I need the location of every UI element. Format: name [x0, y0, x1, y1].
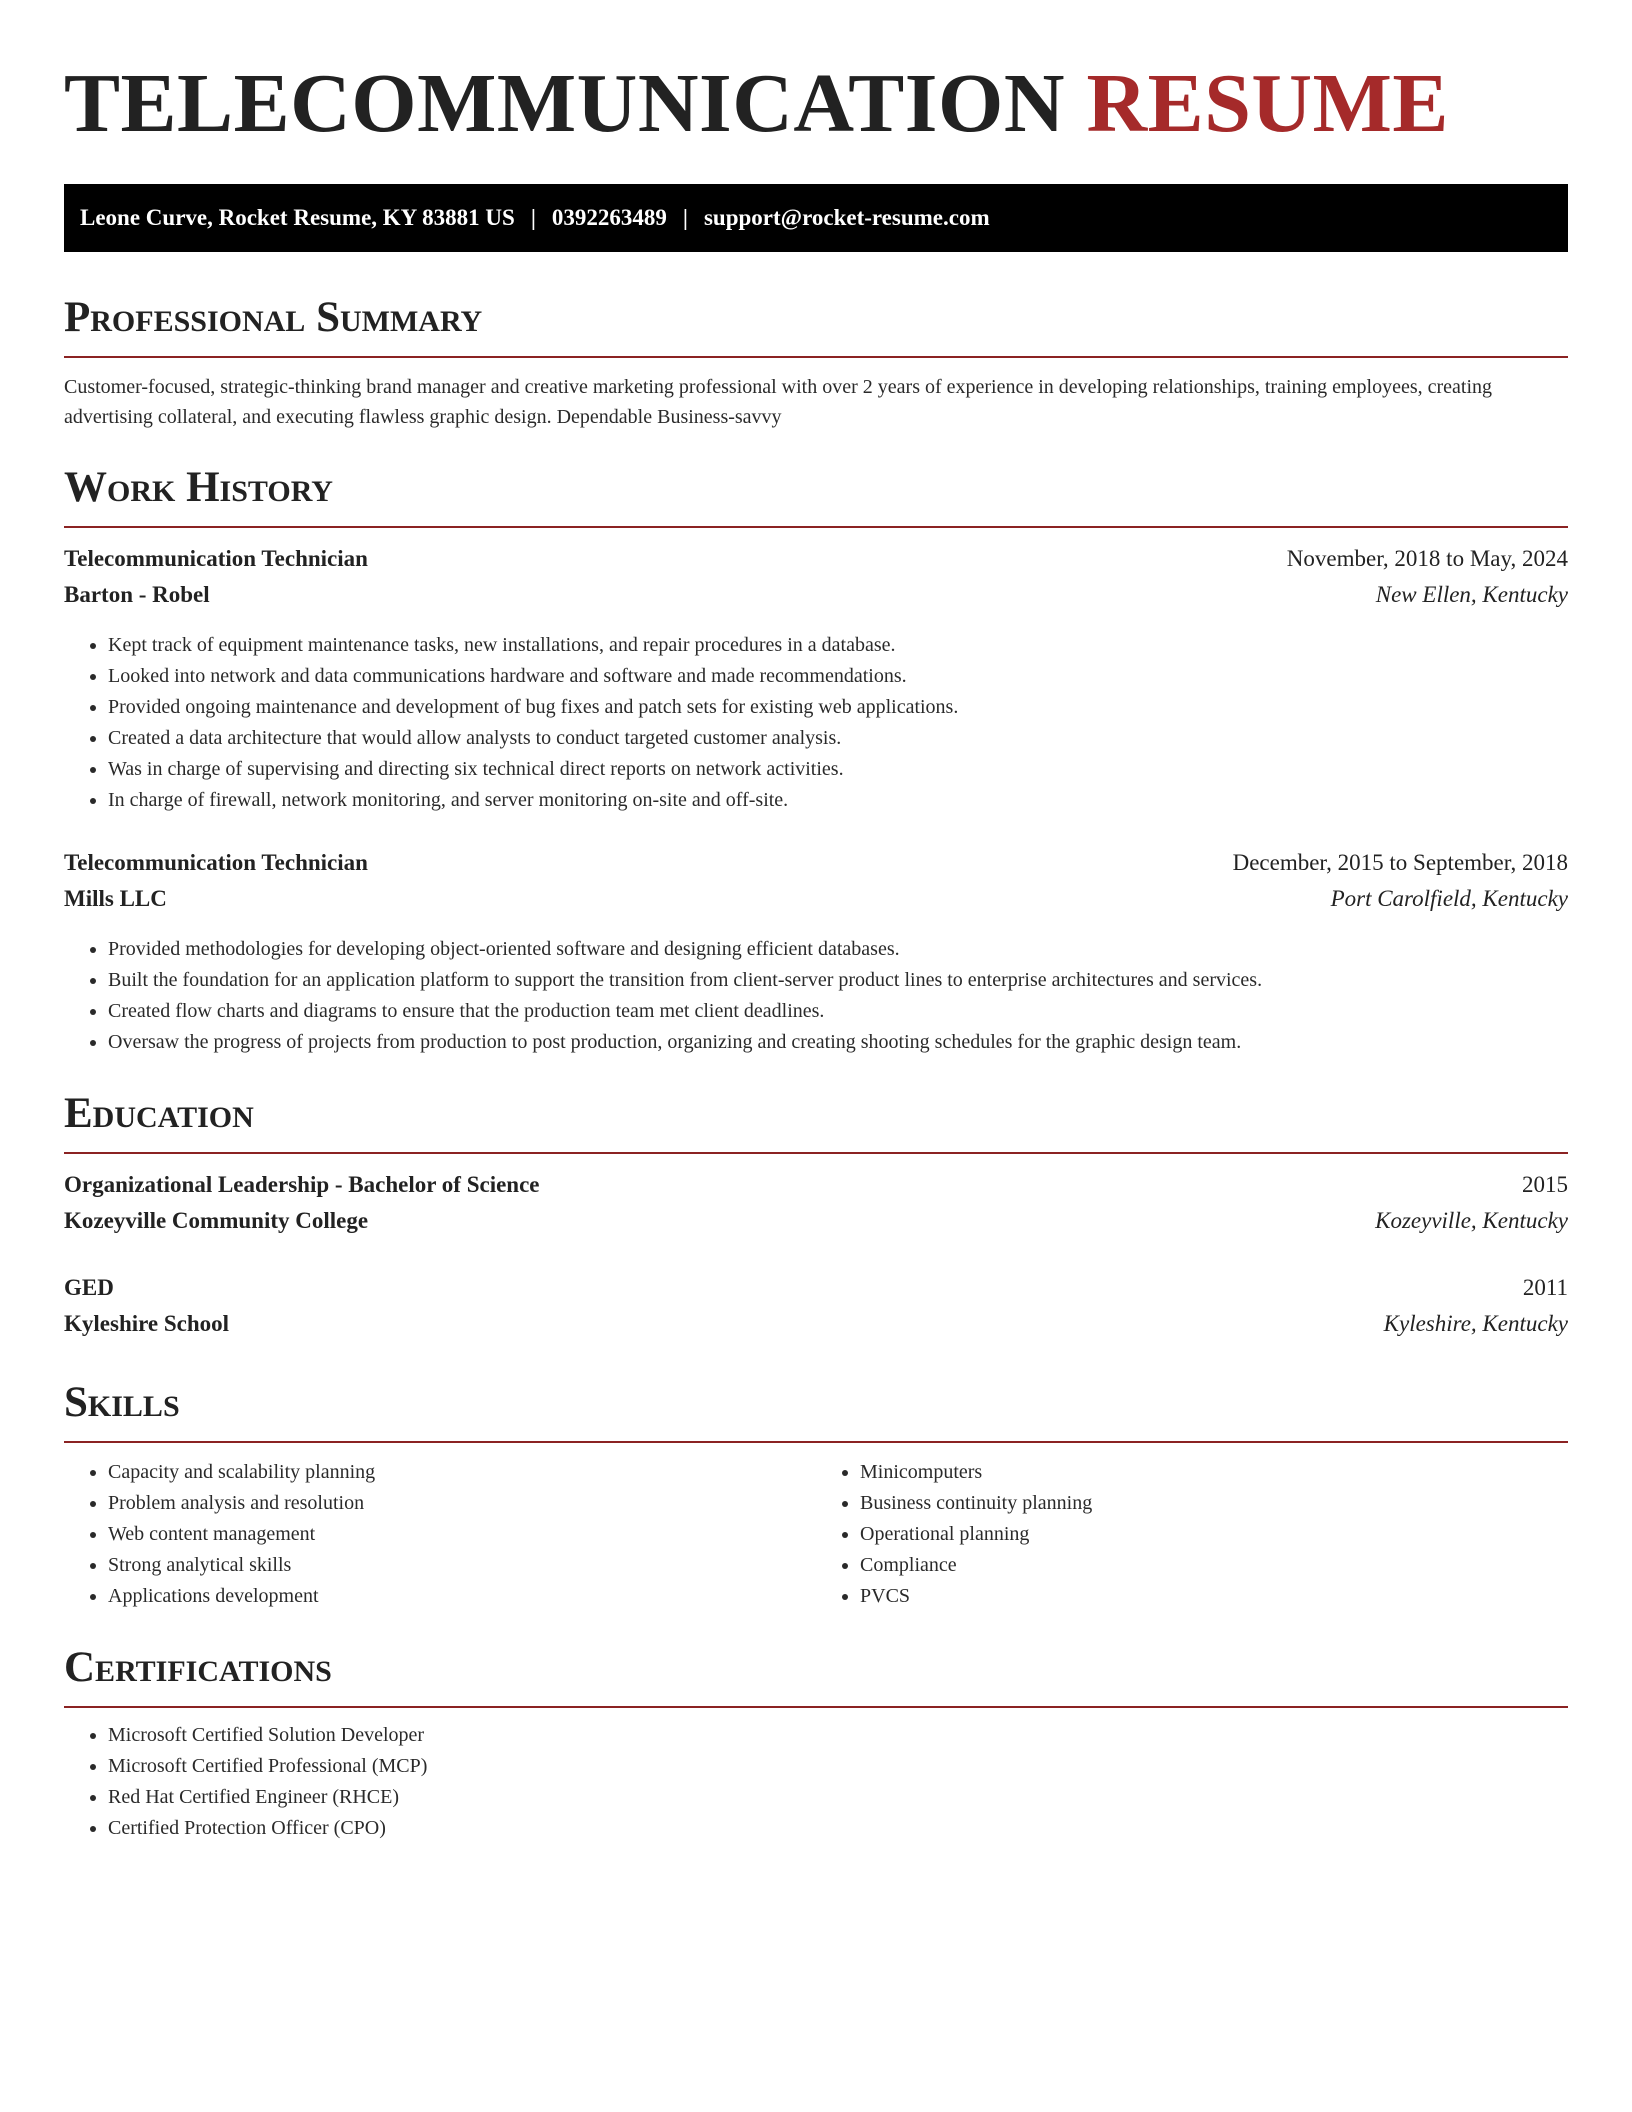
skill-item: • Business continuity planning	[860, 1488, 1568, 1519]
job-title: Telecommunication Technician	[64, 546, 368, 571]
skills-heading: Skills	[64, 1377, 1568, 1443]
job-dates: December, 2015 to September, 2018	[1232, 850, 1568, 875]
education-school: Kozeyville Community College	[64, 1208, 369, 1233]
contact-phone: 0392263489	[551, 205, 667, 230]
job-bullet-list	[64, 630, 1568, 816]
education-degree-row	[64, 1275, 1568, 1311]
certification-item: • Microsoft Certified Solution Developer	[108, 1720, 1568, 1751]
skills-list-left	[64, 1457, 816, 1612]
job-company-row	[64, 886, 1568, 922]
education-degree-row	[64, 1172, 1568, 1208]
contact-email: support@rocket-resume.com	[703, 205, 990, 230]
job-company: Barton - Robel	[64, 582, 210, 607]
education-school-row	[64, 1311, 1568, 1347]
job-bullet: • Created flow charts and diagrams to ensure that the production team met client deadlines.	[108, 996, 1568, 1027]
job-bullet: • Created a data architecture that would allow analysts to conduct targeted customer analysis.	[108, 723, 1568, 754]
job-bullet: • Was in charge of supervising and directing six technical direct reports on network activities.	[108, 754, 1568, 785]
certification-item: • Certified Protection Officer (CPO)	[108, 1813, 1568, 1844]
work-history-section	[64, 462, 1568, 1058]
job-bullet: • In charge of firewall, network monitoring, and server monitoring on-site and off-site.	[108, 785, 1568, 816]
education-section	[64, 1088, 1568, 1347]
certifications-heading: Certifications	[64, 1642, 1568, 1708]
skill-item: • Minicomputers	[860, 1457, 1568, 1488]
job-dates: November, 2018 to May, 2024	[1286, 546, 1568, 571]
skill-item: • Strong analytical skills	[108, 1550, 816, 1581]
skills-grid	[64, 1457, 1568, 1612]
certifications-section	[64, 1642, 1568, 1844]
education-entry	[64, 1275, 1568, 1347]
job-header-row	[64, 546, 1568, 582]
skill-item: • Operational planning	[860, 1519, 1568, 1550]
skill-item: • Problem analysis and resolution	[108, 1488, 816, 1519]
skills-list-right	[816, 1457, 1568, 1612]
job-location: New Ellen, Kentucky	[1375, 582, 1568, 607]
job-bullet: • Built the foundation for an application platform to support the transition from client-server product lines to enterprise architectures and services.	[108, 965, 1568, 996]
certification-item: • Microsoft Certified Professional (MCP)	[108, 1751, 1568, 1782]
education-location: Kyleshire, Kentucky	[1383, 1311, 1568, 1336]
resume-title	[64, 56, 1568, 152]
job-bullet-list	[64, 934, 1568, 1058]
summary-section	[64, 292, 1568, 432]
skill-item: • Capacity and scalability planning	[108, 1457, 816, 1488]
education-year: 2015	[1522, 1172, 1568, 1197]
job-header-row	[64, 850, 1568, 886]
skills-section	[64, 1377, 1568, 1612]
skill-item: • Web content management	[108, 1519, 816, 1550]
education-degree: GED	[64, 1275, 114, 1300]
certification-item: • Red Hat Certified Engineer (RHCE)	[108, 1782, 1568, 1813]
skill-item: • PVCS	[860, 1581, 1568, 1612]
skill-item: • Compliance	[860, 1550, 1568, 1581]
contact-address: Leone Curve, Rocket Resume, KY 83881 US	[80, 205, 515, 230]
job-bullet: • Kept track of equipment maintenance tasks, new installations, and repair procedures in a database.	[108, 630, 1568, 661]
education-school-row	[64, 1208, 1568, 1244]
job-entry	[64, 850, 1568, 1058]
education-school: Kyleshire School	[64, 1311, 230, 1336]
education-year: 2011	[1522, 1275, 1568, 1300]
job-location: Port Carolfield, Kentucky	[1330, 886, 1568, 911]
job-bullet: • Provided methodologies for developing object-oriented software and designing efficient databases.	[108, 934, 1568, 965]
job-bullet: • Provided ongoing maintenance and development of bug fixes and patch sets for existing web applications.	[108, 692, 1568, 723]
title-accent: RESUME	[1086, 57, 1449, 150]
skill-item: • Applications development	[108, 1581, 816, 1612]
job-entry	[64, 546, 1568, 816]
summary-text: Customer-focused, strategic-thinking brand manager and creative marketing professional with over 2 years of experience in developing relationships, training employees, creating advertising collateral, and executing flawless graphic design. Dependable Business-savvy	[64, 376, 1493, 428]
work-history-heading: Work History	[64, 462, 1568, 528]
job-bullet: • Looked into network and data communications hardware and software and made recommendations.	[108, 661, 1568, 692]
contact-separator: |	[530, 205, 536, 230]
job-title: Telecommunication Technician	[64, 850, 368, 875]
job-bullet: • Oversaw the progress of projects from production to post production, organizing and creating shooting schedules for the graphic design team.	[108, 1027, 1568, 1058]
title-main: TELECOMMUNICATION	[64, 57, 1065, 150]
summary-heading: Professional Summary	[64, 292, 1568, 358]
certifications-list	[64, 1720, 1568, 1844]
education-location: Kozeyville, Kentucky	[1375, 1208, 1568, 1233]
contact-separator: |	[682, 205, 688, 230]
education-entry	[64, 1172, 1568, 1244]
education-degree: Organizational Leadership - Bachelor of Science	[64, 1172, 540, 1197]
education-heading: Education	[64, 1088, 1568, 1154]
contact-bar	[64, 184, 1568, 252]
job-company: Mills LLC	[64, 886, 167, 911]
job-company-row	[64, 582, 1568, 618]
